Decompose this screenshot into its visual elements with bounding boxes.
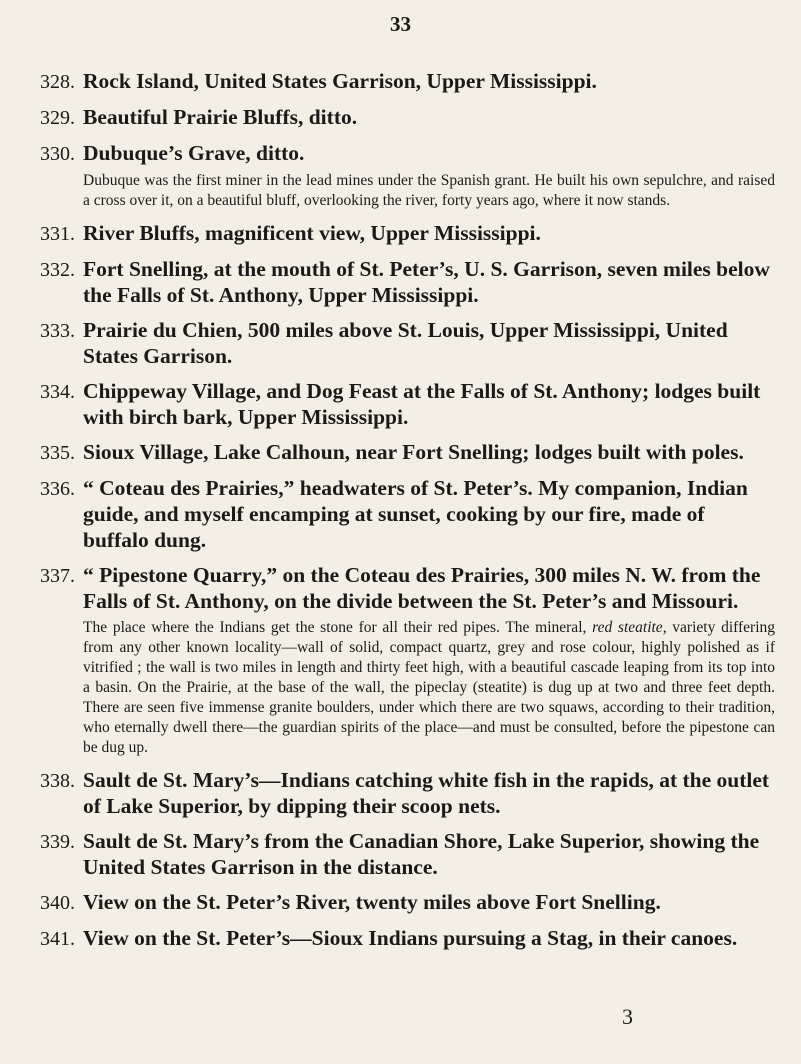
entry-number: 329. bbox=[40, 107, 75, 129]
list-item bbox=[40, 220, 775, 247]
entry-number: 336. bbox=[40, 478, 75, 500]
entry-list bbox=[40, 68, 775, 961]
list-item bbox=[40, 378, 775, 430]
page-number: 33 bbox=[390, 12, 411, 36]
entry-number: 330. bbox=[40, 143, 75, 165]
entry-note-text: variety differing from any other known locality—wall of solid, compact quartz, grey and rose colour, highly polished as if vitrified ; the wall is two miles in length and thirty feet high, with a beautiful cascade leaping from its top into a basin. On the Prairie, at the base of the wall, the pipeclay (steatite) is dug up at two and three feet depth. There are seen five immense granite boulders, under which there are two squaws, according to their tradition, who eternally dwell there—the guardian spirits of the place—and must be consulted, before the pipestone can be dug up. bbox=[83, 619, 776, 756]
entry-number: 331. bbox=[40, 223, 75, 245]
entry-title: View on the St. Peter’s—Sioux Indians pursuing a Stag, in their canoes. bbox=[83, 926, 738, 950]
list-item bbox=[40, 475, 775, 553]
entry-note-emphasis: red steatite, bbox=[592, 619, 667, 636]
entry-title: Sault de St. Mary’s—Indians catching white fish in the rapids, at the outlet of Lake Superior, by dipping their scoop nets. bbox=[83, 768, 770, 818]
entry-number: 339. bbox=[40, 831, 75, 853]
list-item bbox=[40, 104, 775, 131]
entry-title: “ Coteau des Prairies,” headwaters of St. Peter’s. My companion, Indian guide, and myself encamping at sunset, cooking by our fire, made of buffalo dung. bbox=[83, 476, 748, 552]
entry-number: 332. bbox=[40, 259, 75, 281]
entry-title: Sioux Village, Lake Calhoun, near Fort Snelling; lodges built with poles. bbox=[83, 440, 744, 464]
entry-number: 333. bbox=[40, 320, 75, 342]
entry-number: 334. bbox=[40, 381, 75, 403]
entry-note: Dubuque was the first miner in the lead mines under the Spanish grant. He built his own sepulchre, and raised a cross over it, on a beautiful bluff, overlooking the river, forty years ago, where it now stands. bbox=[83, 172, 775, 209]
list-item bbox=[40, 317, 775, 369]
entry-title: Beautiful Prairie Bluffs, ditto. bbox=[83, 105, 358, 129]
entry-number: 338. bbox=[40, 770, 75, 792]
entry-number: 340. bbox=[40, 892, 75, 914]
list-item bbox=[40, 140, 775, 211]
entry-title: Fort Snelling, at the mouth of St. Peter’s, U. S. Garrison, seven miles below the Falls of St. Anthony, Upper Mississippi. bbox=[83, 257, 770, 307]
entry-title: Dubuque’s Grave, ditto. bbox=[83, 141, 305, 165]
entry-title: Prairie du Chien, 500 miles above St. Louis, Upper Mississippi, United States Garrison. bbox=[83, 318, 728, 368]
signature-mark: 3 bbox=[622, 1004, 633, 1029]
list-item bbox=[40, 256, 775, 308]
list-item bbox=[40, 68, 775, 95]
entry-note bbox=[83, 618, 775, 758]
entry-number: 328. bbox=[40, 71, 75, 93]
entry-note-text: The place where the Indians get the stone for all their red pipes. The mineral, bbox=[83, 619, 593, 636]
list-item bbox=[40, 828, 775, 880]
list-item bbox=[40, 925, 775, 952]
entry-title: Sault de St. Mary’s from the Canadian Shore, Lake Superior, showing the United States Garrison in the distance. bbox=[83, 829, 760, 879]
entry-title: “ Pipestone Quarry,” on the Coteau des Prairies, 300 miles N. W. from the Falls of St. Anthony, on the divide between the St. Peter’s and Missouri. bbox=[83, 563, 761, 613]
list-item bbox=[40, 439, 775, 466]
entry-title: River Bluffs, magnificent view, Upper Mississippi. bbox=[83, 221, 541, 245]
entry-title: Chippeway Village, and Dog Feast at the Falls of St. Anthony; lodges built with birch bark, Upper Mississippi. bbox=[83, 379, 761, 429]
list-item bbox=[40, 562, 775, 758]
list-item bbox=[40, 889, 775, 916]
entry-title: View on the St. Peter’s River, twenty miles above Fort Snelling. bbox=[83, 890, 661, 914]
list-item bbox=[40, 767, 775, 819]
entry-number: 335. bbox=[40, 442, 75, 464]
entry-number: 337. bbox=[40, 565, 75, 587]
entry-number: 341. bbox=[40, 928, 75, 950]
entry-title: Rock Island, United States Garrison, Upper Mississippi. bbox=[83, 69, 597, 93]
